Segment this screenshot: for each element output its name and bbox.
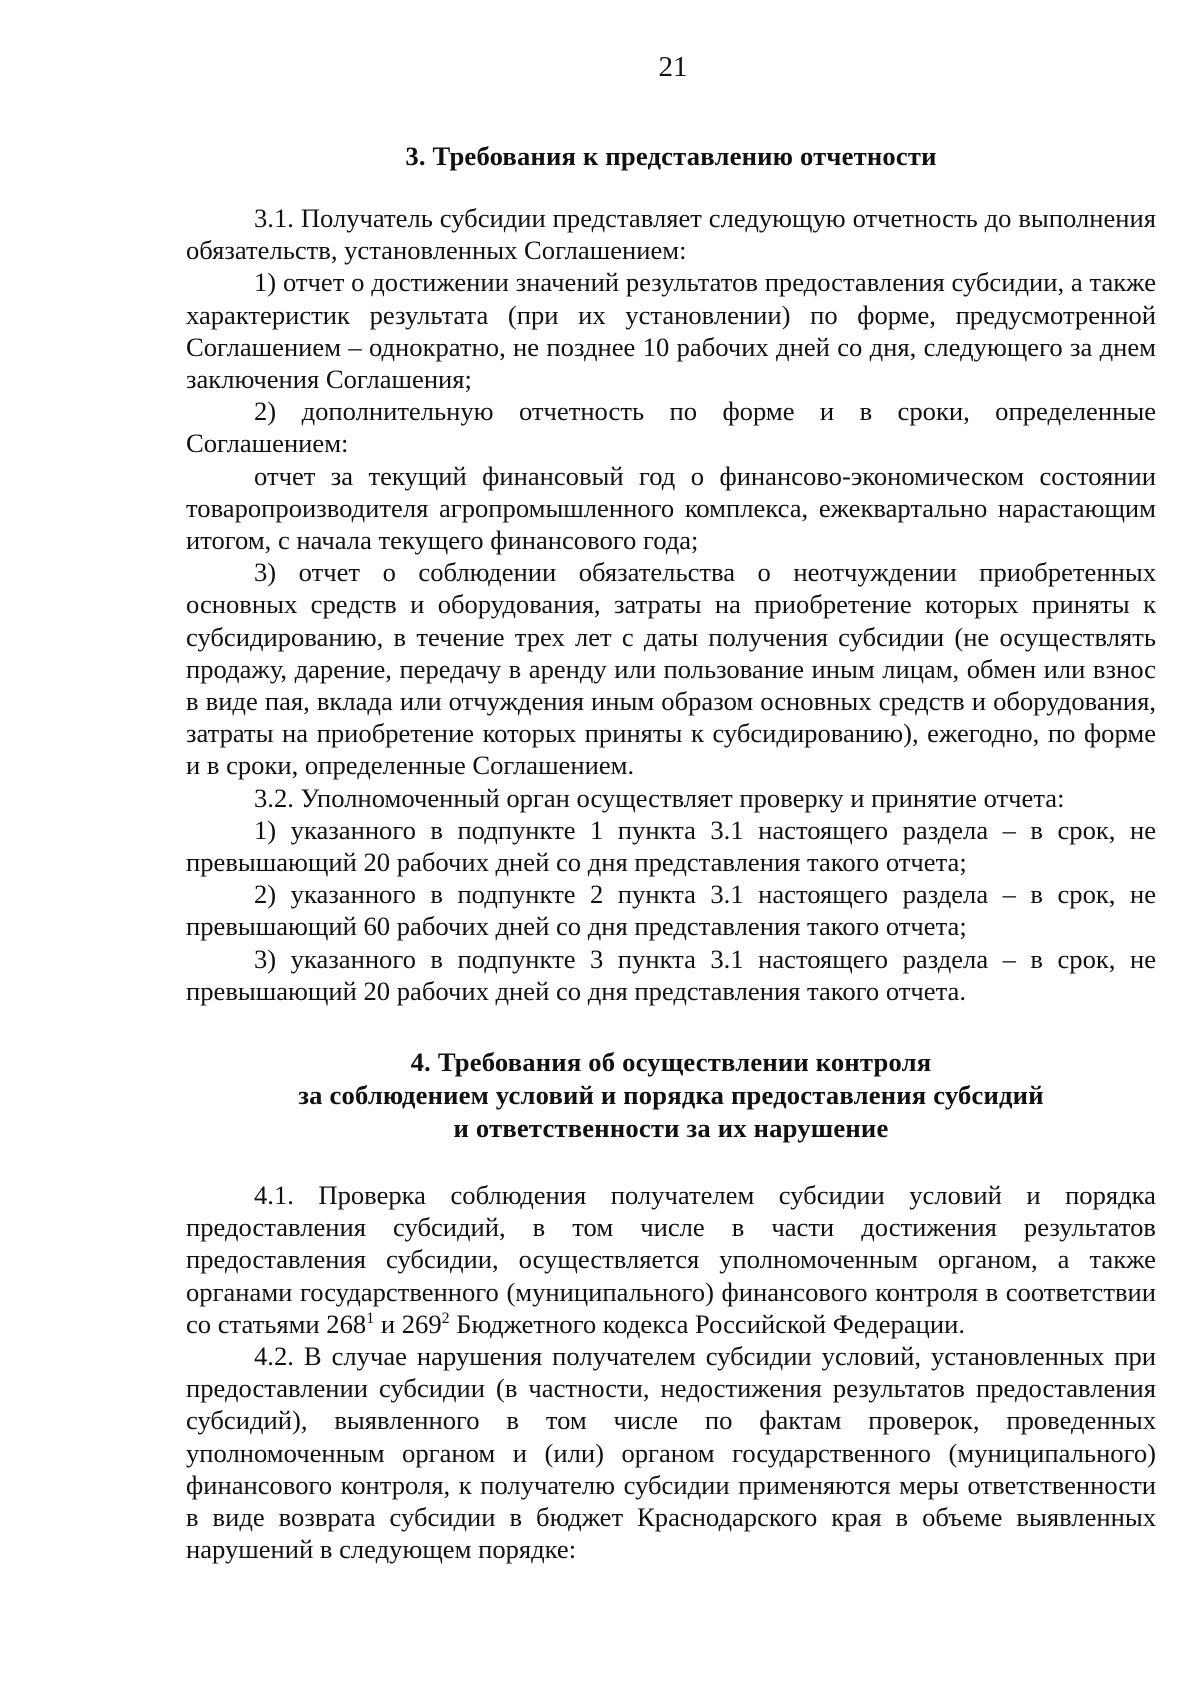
footnote-superscript-2: 2 bbox=[441, 1309, 450, 1327]
paragraph-3-2-item-3: 3) указанного в подпункте 3 пункта 3.1 настоящего раздела – в срок, не превышающий 20 рабочих дней со дня представления такого отчета. bbox=[186, 943, 1156, 1006]
section-4-heading-line-1: 4. Требования об осуществлении контроля bbox=[410, 1047, 932, 1077]
paragraph-3-2: 3.2. Уполномоченный орган осуществляет проверку и принятие отчета: bbox=[254, 782, 1065, 813]
footnote-superscript-1: 1 bbox=[366, 1309, 375, 1327]
section-3-heading: 3. Требования к представлению отчетности bbox=[405, 141, 937, 171]
section-3-body bbox=[186, 202, 1156, 1007]
paragraph-4-1-text-a: 4.1. Проверка соблюдения получателем субсидии условий и порядка предоставления субсидий, в том числе в части достижения результатов предоставления субсидии, осуществляется уполномоченным органом, а также органами государственного (муниципального) финансового контроля в соответствии со статьями 268 bbox=[186, 1180, 1156, 1339]
section-4-heading-line-3: и ответственности за их нарушение bbox=[453, 1113, 889, 1143]
paragraph-4-1-text-b: и 269 bbox=[374, 1308, 442, 1339]
paragraph-3-1: 3.1. Получатель субсидии представляет следующую отчетность до выполнения обязательств, установленных Соглашением: bbox=[186, 203, 1156, 266]
paragraph-3-1-item-2: 2) дополнительную отчетность по форме и в сроки, определенные Соглашением: bbox=[186, 396, 1156, 459]
paragraph-4-1-text-c: Бюджетного кодекса Российской Федерации. bbox=[449, 1308, 965, 1339]
paragraph-4-2: 4.2. В случае нарушения получателем субсидии условий, установленных при предоставлении субсидии (в частности, недостижения результатов предоставления субсидий), выявленного в том числе по фактам проверок, проведенных уполномоченным органом и (или) органом государственного (муниципального) финансового контроля, к получателю субсидии применяются меры ответственности в виде возврата субсидии в бюджет Краснодарского края в объеме выявленных нарушений в следующем порядке: bbox=[186, 1341, 1156, 1565]
paragraph-3-1-item-3: 3) отчет о соблюдении обязательства о неотчуждении приобретенных основных средств и оборудования, затраты на приобретение которых приняты к субсидированию, в течение трех лет с даты получения субсидии (не осуществлять продажу, дарение, передачу в аренду или пользование иным лицам, обмен или взнос в виде пая, вклада или отчуждения иным образом основных средств и оборудования, затраты на приобретение которых приняты к субсидированию), ежегодно, по форме и в сроки, определенные Соглашением. bbox=[186, 557, 1156, 781]
paragraph-3-1-item-2-detail: отчет за текущий финансовый год о финансово-экономическом состоянии товаропроизводителя агропромышленного комплекса, ежеквартально нарастающим итогом, с начала текущего финансового года; bbox=[186, 460, 1156, 556]
section-4-body bbox=[186, 1179, 1156, 1565]
paragraph-3-2-item-2: 2) указанного в подпункте 2 пункта 3.1 настоящего раздела – в срок, не превышающий 60 рабочих дней со дня представления такого отчета; bbox=[186, 879, 1156, 942]
paragraph-3-1-item-1: 1) отчет о достижении значений результатов предоставления субсидии, а также характеристик результата (при их установлении) по форме, предусмотренной Соглашением – однократно, не позднее 10 рабочих дней со дня, следующего за днем заключения Соглашения; bbox=[186, 267, 1156, 395]
paragraph-4-1 bbox=[186, 1179, 1156, 1340]
page-number: 21 bbox=[658, 51, 688, 83]
section-4-heading bbox=[186, 1046, 1156, 1145]
section-4-heading-line-2: за соблюдением условий и порядка предоставления субсидий bbox=[298, 1080, 1044, 1110]
paragraph-3-2-item-1: 1) указанного в подпункте 1 пункта 3.1 настоящего раздела – в срок, не превышающий 20 рабочих дней со дня представления такого отчета; bbox=[186, 814, 1156, 878]
